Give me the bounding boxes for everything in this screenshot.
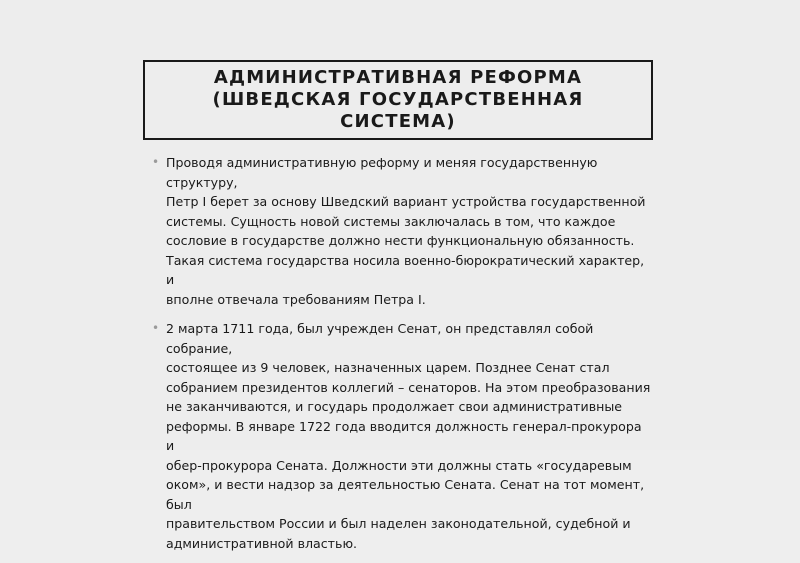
text-line: вполне отвечала требованиям Петра I.	[166, 291, 426, 307]
content-area	[152, 153, 652, 563]
title-line-3: СИСТЕМА)	[340, 111, 456, 132]
title-line-2: (ШВЕДСКАЯ ГОСУДАРСТВЕННАЯ	[212, 89, 584, 110]
bullet-item-2	[152, 319, 652, 553]
text-line: Петр I берет за основу Шведский вариант устройства государственной	[166, 194, 646, 209]
text-line: сословие в государстве должно нести функциональную обязанность.	[166, 233, 635, 248]
text-line: не заканчиваются, и государь продолжает свои административные	[166, 399, 623, 414]
bullet-item-1	[152, 153, 652, 309]
bullet-text	[166, 153, 652, 309]
text-line: Такая система государства носила военно-бюрократический характер, и	[166, 252, 645, 287]
bullet-icon: •	[152, 155, 160, 169]
text-line: правительством России и был наделен законодательной, судебной и	[166, 516, 631, 531]
bullet-text	[166, 319, 652, 553]
title-line-1: АДМИНИСТРАТИВНАЯ РЕФОРМА	[213, 67, 583, 88]
text-line: состоящее из 9 человек, назначенных царем. Позднее Сенат стал	[166, 360, 610, 375]
text-line: 2 марта 1711 года, был учрежден Сенат, он представлял собой собрание,	[166, 321, 594, 356]
text-line: Проводя административную реформу и меняя государственную структуру,	[166, 155, 598, 190]
text-line: собранием президентов коллегий – сенаторов. На этом преобразования	[166, 379, 651, 395]
text-line: реформы. В январе 1722 года вводится должность генерал-прокурора и	[166, 418, 642, 453]
text-line: системы. Сущность новой системы заключалась в том, что каждое	[166, 213, 616, 229]
text-line: оком», и вести надзор за деятельностью Сената. Сенат на тот момент, был	[166, 477, 645, 512]
text-line: обер-прокурора Сената. Должности эти должны стать «государевым	[166, 457, 632, 473]
text-line: административной властью.	[166, 535, 358, 551]
slide-title	[213, 67, 584, 133]
bullet-icon: •	[152, 321, 160, 335]
title-box	[143, 60, 653, 140]
